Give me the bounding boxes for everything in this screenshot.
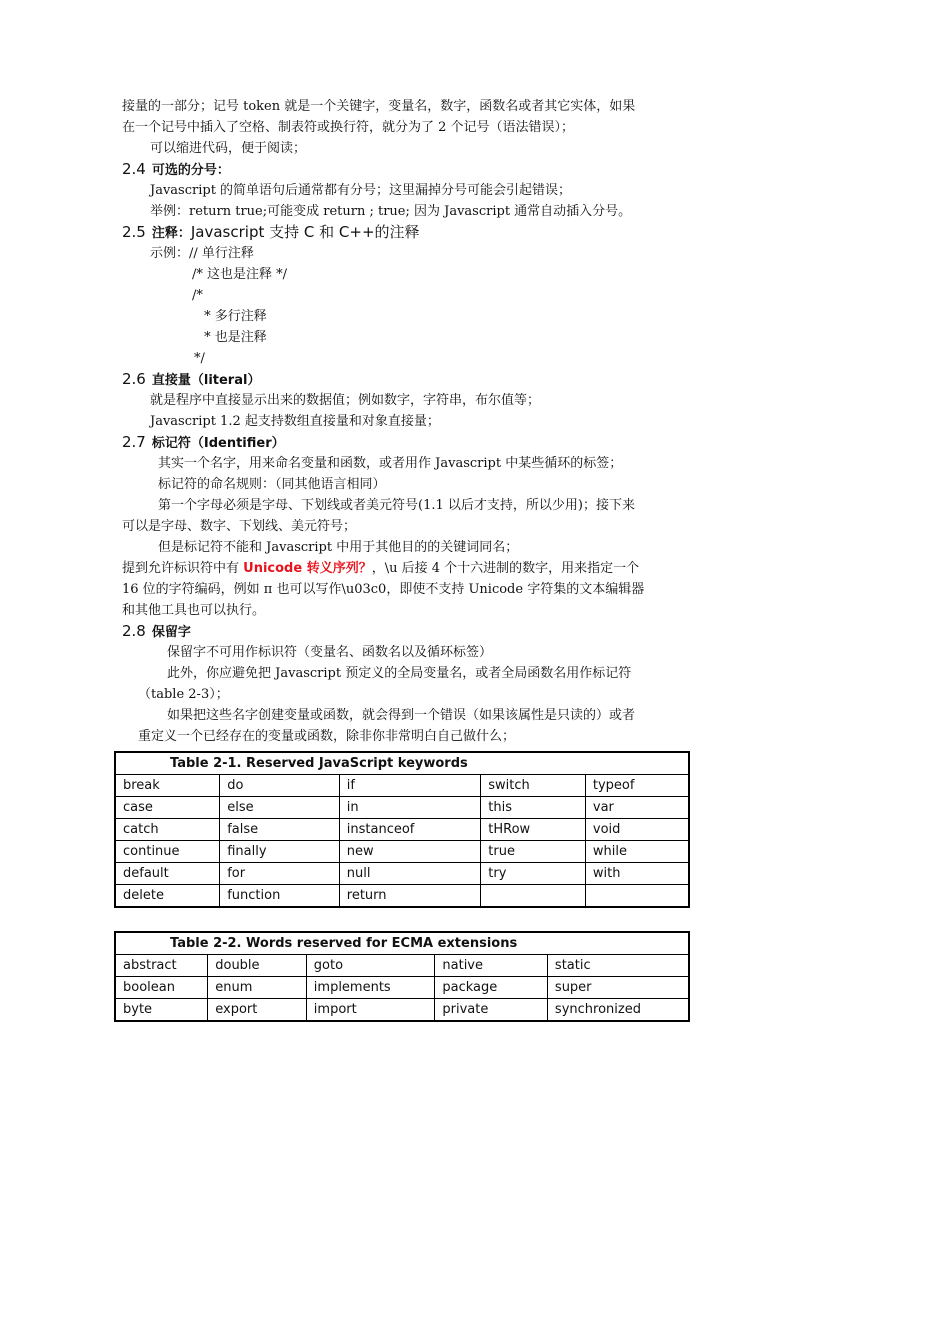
table-cell: abstract: [115, 955, 208, 977]
paragraph-line: 可以是字母、数字、下划线、美元符号；: [122, 519, 357, 534]
code-line: * 也是注释: [200, 330, 267, 345]
table-caption: Table 2-2. Words reserved for ECMA extensions: [115, 932, 689, 955]
table-cell: continue: [115, 841, 220, 863]
paragraph-line: 接量的一部分；记号 token 就是一个关键字，变量名，数字，函数名或者其它实体，如果: [122, 99, 636, 114]
section-number: 2.8: [122, 622, 146, 640]
table-cell: enum: [208, 977, 307, 999]
table-cell: catch: [115, 819, 220, 841]
table-cell: static: [547, 955, 689, 977]
table-row: [115, 819, 689, 841]
table-cell: switch: [481, 775, 586, 797]
paragraph-line: Javascript 1.2 起支持数组直接量和对象直接量；: [150, 414, 440, 429]
table-cell: case: [115, 797, 220, 819]
section-number: 2.7: [122, 433, 146, 451]
table-cell: default: [115, 863, 220, 885]
section-heading-2-5: [122, 222, 690, 243]
code-line: * 多行注释: [200, 309, 267, 324]
table-cell: void: [585, 819, 689, 841]
paragraph-line: Javascript 的简单语句后通常都有分号；这里漏掉分号可能会引起错误；: [150, 183, 572, 198]
section-title: 直接量（literal）: [151, 373, 261, 388]
section-subtitle: Javascript 支持 C 和 C++的注释: [190, 223, 420, 241]
section-title: 标记符（Identifier）: [151, 436, 285, 451]
table-cell: false: [220, 819, 340, 841]
table-cell: private: [435, 999, 548, 1022]
table-cell: byte: [115, 999, 208, 1022]
table-cell: return: [339, 885, 481, 908]
table-cell: this: [481, 797, 586, 819]
code-line: /*: [192, 288, 203, 303]
paragraph-line: 就是程序中直接显示出来的数据值；例如数字，字符串，布尔值等；: [150, 393, 541, 408]
table-cell: typeof: [585, 775, 689, 797]
table-cell: implements: [306, 977, 435, 999]
paragraph-line: 第一个字母必须是字母、下划线或者美元符号(1.1 以后才支持，所以少用)；接下来: [158, 498, 635, 513]
table-cell: import: [306, 999, 435, 1022]
table-cell: goto: [306, 955, 435, 977]
highlighted-text: Unicode 转义序列？: [243, 561, 372, 576]
table-cell: delete: [115, 885, 220, 908]
table-cell: break: [115, 775, 220, 797]
text-span: ，\u 后接 4 个十六进制的数字，用来指定一个: [371, 561, 640, 576]
table-caption-row: [115, 752, 689, 775]
table-row: [115, 841, 689, 863]
table-cell: [481, 885, 586, 908]
text-span: 提到允许标识符中有: [122, 561, 244, 576]
table-cell: function: [220, 885, 340, 908]
table-row: [115, 999, 689, 1022]
paragraph-line: 其实一个名字，用来命名变量和函数，或者用作 Javascript 中某些循环的标签；: [158, 456, 623, 471]
table-row: [115, 775, 689, 797]
section-title: 注释：: [151, 226, 191, 241]
code-line: */: [194, 351, 205, 366]
table-cell: finally: [220, 841, 340, 863]
table-cell: with: [585, 863, 689, 885]
section-title: 保留字: [151, 625, 191, 640]
table-cell: for: [220, 863, 340, 885]
document-body: [122, 96, 690, 747]
table-row: [115, 955, 689, 977]
table-cell: native: [435, 955, 548, 977]
table-cell: export: [208, 999, 307, 1022]
table-cell: [585, 885, 689, 908]
table-cell: else: [220, 797, 340, 819]
paragraph-line: 此外，你应避免把 Javascript 预定义的全局变量名，或者全局函数名用作标记符: [167, 666, 632, 681]
paragraph-line: 可以缩进代码，便于阅读；: [150, 141, 307, 156]
section-number: 2.6: [122, 370, 146, 388]
paragraph-line: 在一个记号中插入了空格、制表符或换行符，就分为了 2 个记号（语法错误）；: [122, 120, 575, 135]
reserved-keywords-table: [114, 751, 690, 908]
paragraph-line: 保留字不可用作标识符（变量名、函数名以及循环标签）: [167, 645, 493, 660]
paragraph-line: 如果把这些名字创建变量或函数，就会得到一个错误（如果该属性是只读的）或者: [167, 708, 636, 723]
table-cell: in: [339, 797, 481, 819]
table-cell: double: [208, 955, 307, 977]
paragraph-line: 举例：return true;可能变成 return ; true; 因为 Javascript 通常自动插入分号。: [150, 204, 632, 219]
section-number: 2.4: [122, 160, 146, 178]
paragraph-line: 但是标记符不能和 Javascript 中用于其他目的的关键词同名；: [158, 540, 519, 555]
keywords-table: [114, 751, 690, 908]
section-heading-2-8: [122, 621, 690, 642]
table-cell: do: [220, 775, 340, 797]
paragraph-line: 标记符的命名规则：（同其他语言相同）: [158, 477, 386, 492]
table-cell: tHRow: [481, 819, 586, 841]
section-number: 2.5: [122, 223, 146, 241]
table-cell: synchronized: [547, 999, 689, 1022]
ecma-table: [114, 931, 690, 1022]
table-cell: null: [339, 863, 481, 885]
code-line: /* 这也是注释 */: [192, 267, 288, 282]
paragraph-line: [122, 558, 690, 579]
table-row: [115, 797, 689, 819]
paragraph-line: 示例：// 单行注释: [150, 246, 254, 261]
paragraph-line: 重定义一个已经存在的变量或函数，除非你非常明白自己做什么；: [138, 729, 516, 744]
table-caption-row: [115, 932, 689, 955]
section-heading-2-4: [122, 159, 690, 180]
paragraph-line: 16 位的字符编码，例如 π 也可以写作\u03c0，即使不支持 Unicode 字符集的文本编辑器: [122, 582, 645, 597]
table-row: [115, 863, 689, 885]
paragraph-line: （table 2-3）；: [138, 687, 229, 702]
table-row: [115, 885, 689, 908]
table-row: [115, 977, 689, 999]
section-heading-2-7: [122, 432, 690, 453]
table-cell: try: [481, 863, 586, 885]
table-caption: Table 2-1. Reserved JavaScript keywords: [115, 752, 689, 775]
table-cell: while: [585, 841, 689, 863]
table-cell: boolean: [115, 977, 208, 999]
table-cell: package: [435, 977, 548, 999]
table-cell: if: [339, 775, 481, 797]
table-cell: new: [339, 841, 481, 863]
table-cell: super: [547, 977, 689, 999]
section-heading-2-6: [122, 369, 690, 390]
paragraph-line: 和其他工具也可以执行。: [122, 603, 266, 618]
table-cell: true: [481, 841, 586, 863]
table-cell: var: [585, 797, 689, 819]
ecma-reserved-table: [114, 931, 690, 1022]
table-cell: instanceof: [339, 819, 481, 841]
section-title: 可选的分号：: [151, 163, 230, 178]
